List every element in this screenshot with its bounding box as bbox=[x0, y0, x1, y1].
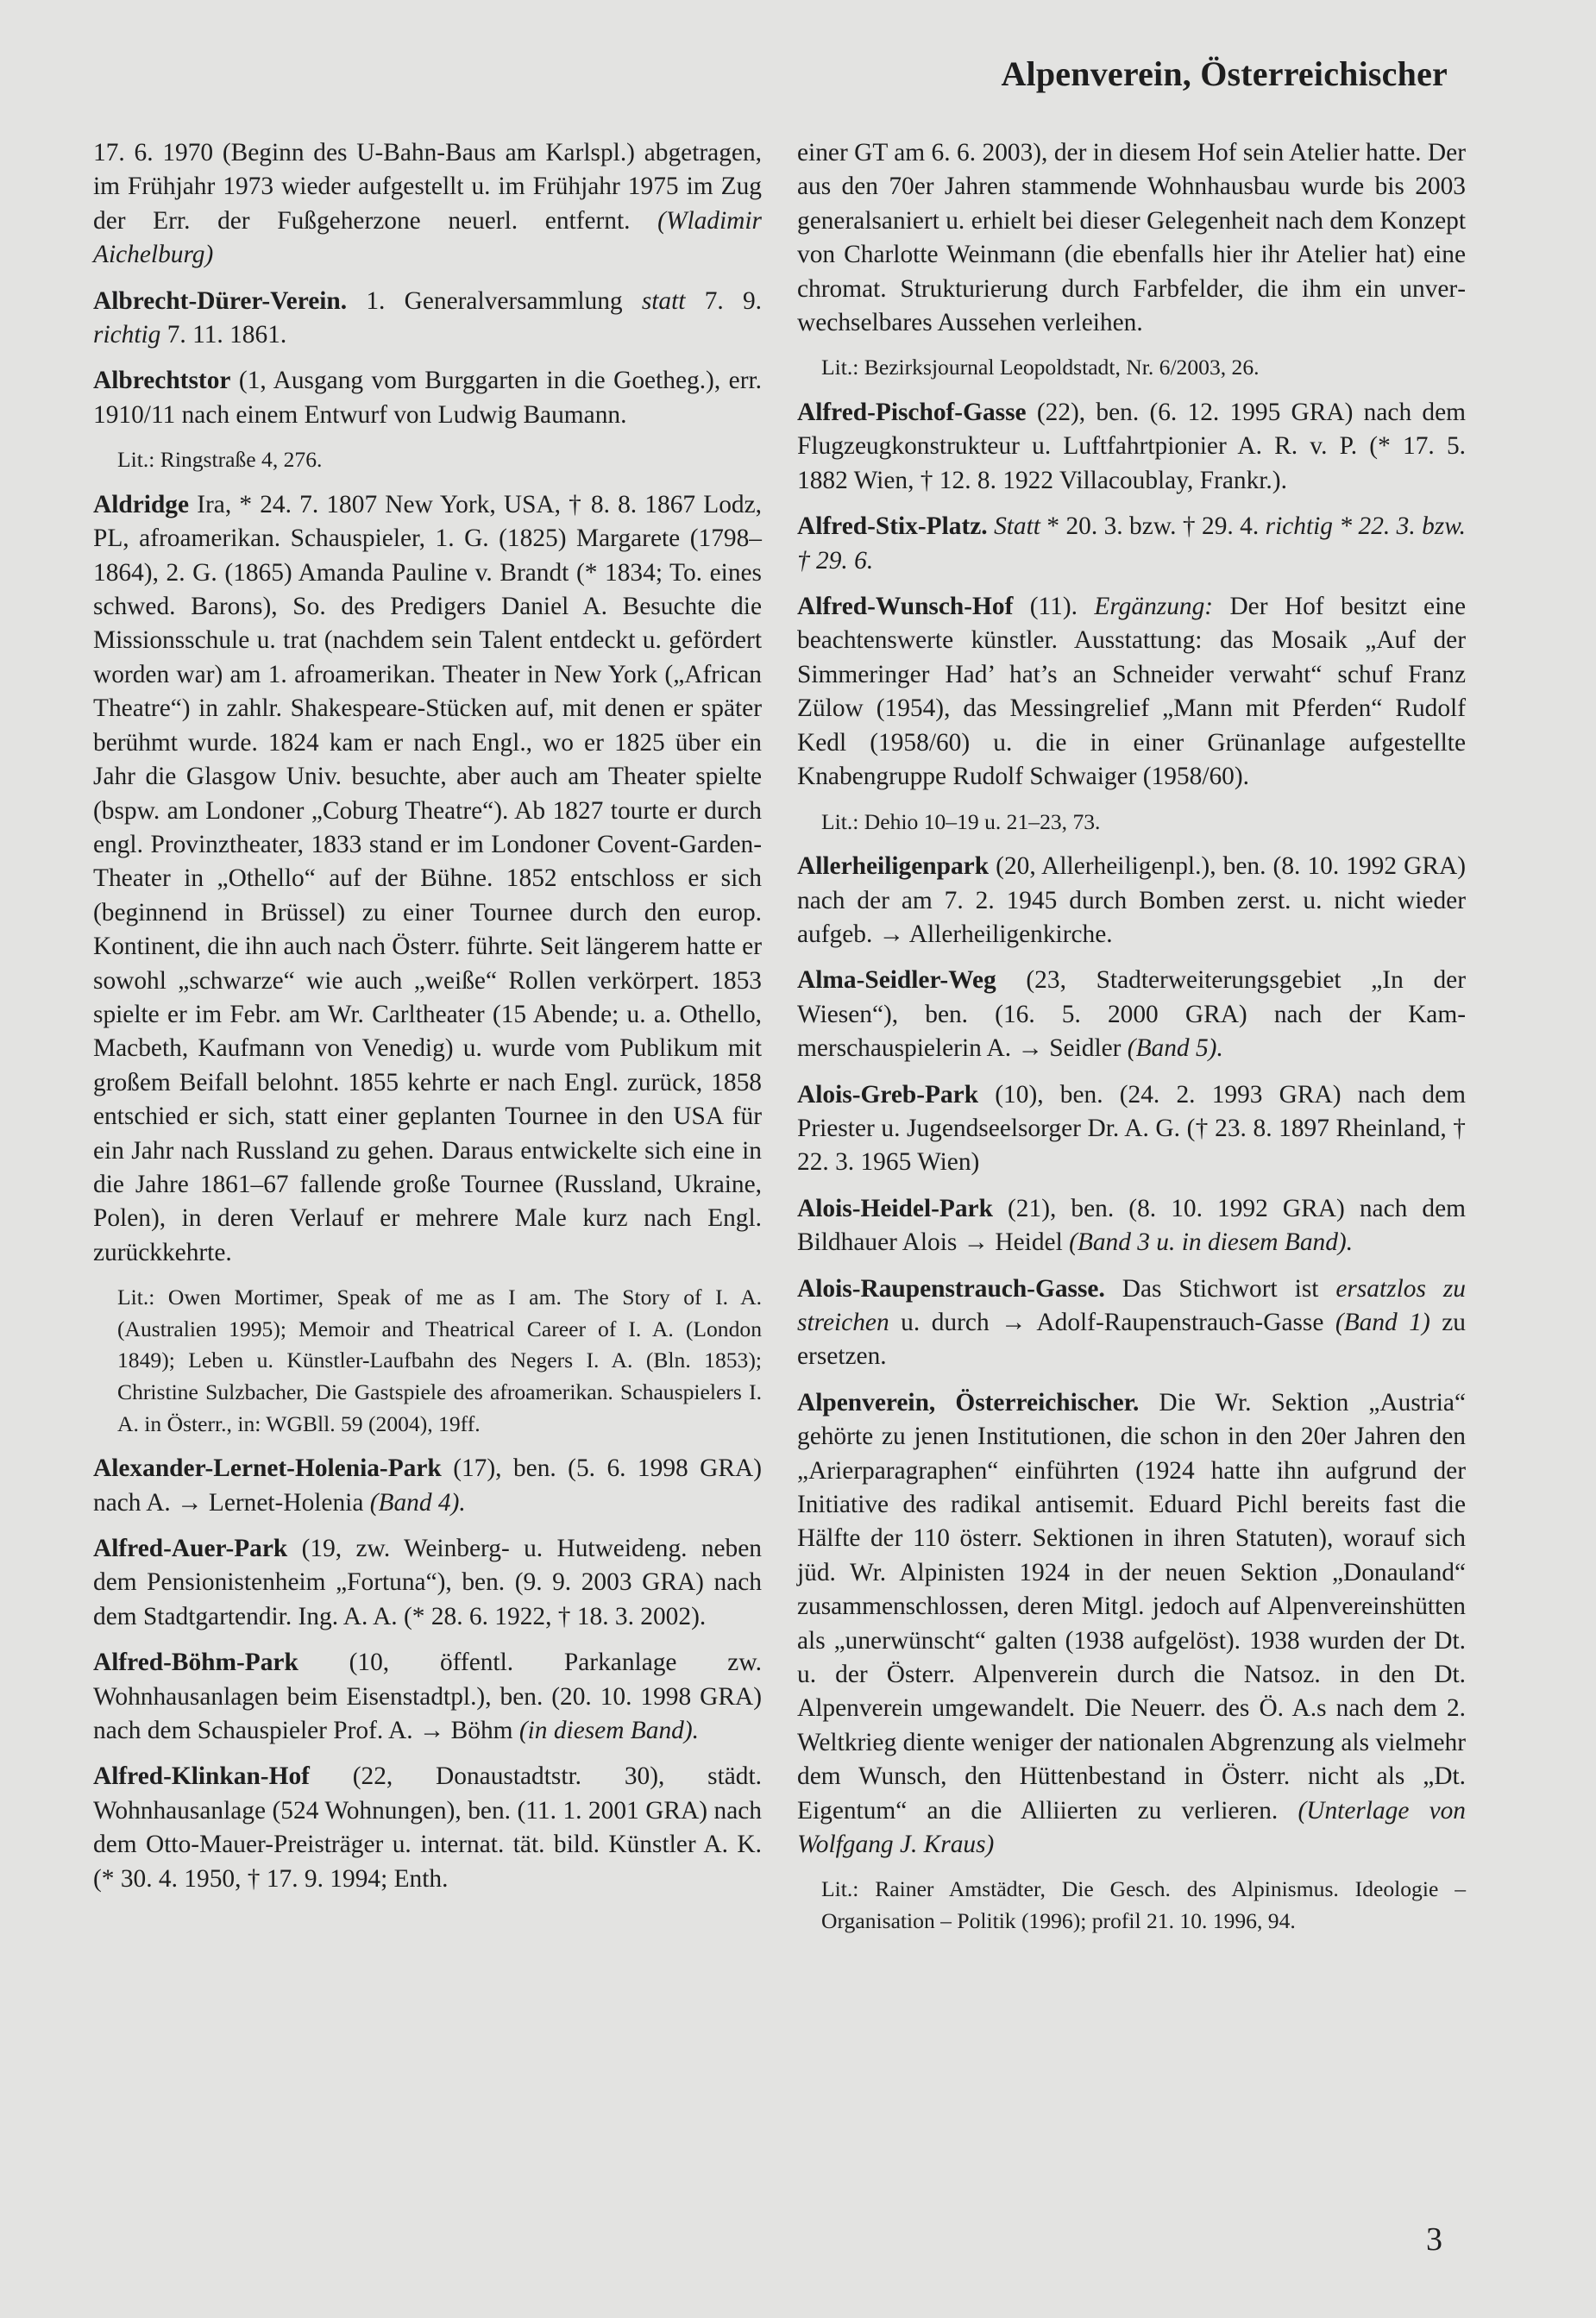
literature-note bbox=[93, 444, 762, 476]
italic-text: (in diesem Band). bbox=[518, 1717, 699, 1744]
entry-paragraph bbox=[93, 364, 762, 432]
entry-keyword: Aldridge bbox=[93, 490, 190, 518]
entry-paragraph bbox=[797, 850, 1466, 952]
entry-text: (10, öffentl. Parkanlage zw. Wohnhausanlagen beim Eisenstadtpl.), ben. (20. 10. 1998 GRA) nach dem Schauspieler Prof. A. → Böhm bbox=[93, 1649, 762, 1744]
italic-text: (Wladimir Aichelburg) bbox=[93, 206, 762, 269]
entry-paragraph bbox=[797, 1078, 1466, 1180]
entry-text: Die Wr. Sektion „Austria“ gehörte zu jenen Institutionen, die schon in den 20er Jahren den „Arierparagraphen“ einführten (1924 hatte ihn aufgrund der Initiative des radikal antisemit. Eduard Pichl bereits fast die Hälfte der 110 österr. Sektionen in ihren Statuten), worauf sich jüd. Wr. Alpinisten 1924 in der neuen Sektion „Donauland“ zusammenschlossen, deren Mitgl. jedoch auf Alpenvereinshütten als „unerwünscht“ galten (1938 aufgelöst). 1938 wurden der Dt. u. der Österr. Alpenverein durch die Natsoz. in den Dt. Alpenverein umgewandelt. Die Neuerr. des Ö. A.s nach dem 2. Weltkrieg diente weniger der nationalen Abgrenzung als vielmehr dem Wunsch, den Hüttenbestand in Österr. nicht als „Dt. Eigentum“ an die Alliierten zu verlieren. bbox=[797, 1388, 1466, 1825]
italic-text: statt bbox=[641, 286, 686, 315]
running-head: Alpenverein, Österreichischer bbox=[1001, 54, 1448, 93]
entry-paragraph bbox=[797, 136, 1466, 340]
literature-note bbox=[797, 1874, 1466, 1937]
entry-text: Ira, * 24. 7. 1807 New York, USA, † 8. 8. 1867 Lodz, PL, afroamerikan. Schauspieler, 1. G. (1825) Margarete (1798–1864), 2. G. (1865) Amanda Pauline v. Brandt (* 1834; To. eines schwed. Barons), So. des Predigers Daniel A. Besuchte die Missionsschule u. trat (nachdem sein Talent entdeckt u. gefördert worden war) am 1. afroamerikan. Theater in New York („African Theatre“) in zahlr. Shakespeare-Stücken auf, mit denen er später berühmt wurde. 1824 kam er nach Engl., wo er 1825 über ein Jahr die Glasgow Univ. besuchte, aber auch am Theater spielte (bspw. am Londoner „Coburg Theatre“). Ab 1827 tourte er durch engl. Provinztheater, 1833 stand er im Londoner Covent-Garden-Theater in „Othello“ auf der Bühne. 1852 entschloss er sich (beginnend in Brüssel) zu einer Tournee durch den europ. Kontinent, die ihn auch nach Österr. führte. Seit längerem hatte er sowohl „schwarze“ wie auch „weiße“ Rollen verkörpert. 1853 spielte er im Febr. am Wr. Carltheater (15 Abende; u. a. Othello, Macbeth, Kaufmann von Venedig) u. wurde vom Publikum mit großem Beifall belohnt. 1855 kehrte er nach Engl. zurück, 1858 entschied er sich, statt einer geplanten Tournee in den USA für ein Jahr nach Russland zu gehen. Daraus entwickelte sich eine in die Jahre 1861–67 fallende große Tournee (Russland, Ukraine, Polen), in deren Verlauf er mehrere Male kurz nach Engl. zurückkehrte. bbox=[93, 490, 762, 1266]
entry-keyword: Alfred-Wunsch-Hof bbox=[797, 593, 1014, 621]
entry-paragraph bbox=[93, 488, 762, 1270]
entry-text: (23, Stadterweiterungsgebiet „In der Wiesen“), ben. (16. 5. 2000 GRA) nach der Kammerschauspielerin A. → Seidler bbox=[797, 966, 1466, 1063]
entry-text: Das Stichwort ist bbox=[1104, 1274, 1336, 1303]
entry-paragraph bbox=[797, 1386, 1466, 1863]
entry-text: zu ersetzen. bbox=[797, 1308, 1466, 1371]
entry-text: (10), ben. (24. 2. 1993 GRA) nach dem Priester u. Jugendseelsorger Dr. A. G. († 23. 8. 1897 Rheinland, † 22. 3. 1965 Wien) bbox=[797, 1080, 1466, 1177]
entry-text: Lit.: Ringstraße 4, 276. bbox=[117, 447, 323, 473]
left-column bbox=[93, 136, 762, 1908]
italic-text: (Unterlage von Wolfgang J. Kraus) bbox=[797, 1796, 1467, 1859]
entry-text: Lit.: Dehio 10–19 u. 21–23, 73. bbox=[821, 808, 1101, 834]
entry-text: (17), ben. (5. 6. 1998 GRA) nach A. → Lernet-Holenia bbox=[93, 1454, 762, 1517]
entry-paragraph bbox=[797, 510, 1466, 578]
entry-keyword: Allerheiligenpark bbox=[797, 852, 990, 881]
italic-text: richtig bbox=[93, 321, 161, 349]
italic-text: ersatzlos zu streichen bbox=[797, 1274, 1466, 1336]
entry-paragraph bbox=[797, 964, 1466, 1065]
italic-text: (Band 1) bbox=[1335, 1308, 1430, 1336]
entry-text: 7. 11. 1861. bbox=[160, 321, 287, 349]
entry-text: (22), ben. (6. 12. 1995 GRA) nach dem Flugzeugkonstrukteur u. Luftfahrtpionier A. R. v. P. (* 17. 5. 1882 Wien, † 12. 8. 1922 Villacoublay, Frankr.). bbox=[797, 399, 1466, 494]
entry-paragraph bbox=[93, 1452, 762, 1520]
italic-text: Ergänzung: bbox=[1094, 593, 1214, 621]
literature-note bbox=[797, 807, 1466, 839]
entry-keyword: Alfred-Pischof-Gasse bbox=[797, 399, 1027, 427]
entry-text: Lit.: Bezirksjournal Leopoldstadt, Nr. 6/2003, 26. bbox=[821, 355, 1260, 380]
italic-text: richtig * 22. 3. bzw. † 29. 6. bbox=[797, 512, 1466, 575]
entry-text: (19, zw. Weinberg- u. Hutweideng. neben dem Pensionistenheim „Fortuna“), ben. (9. 9. 2003 GRA) nach dem Stadtgartendir. Ing. A. A. (* 28. 6. 1922, † 18. 3. 2002). bbox=[93, 1534, 762, 1630]
entry-keyword: Alfred-Klinkan-Hof bbox=[93, 1762, 310, 1791]
entry-keyword: Alois-Heidel-Park bbox=[797, 1194, 993, 1222]
entry-paragraph bbox=[93, 1760, 762, 1896]
literature-note bbox=[797, 352, 1466, 384]
entry-paragraph bbox=[797, 1272, 1466, 1374]
entry-text: 17. 6. 1970 (Beginn des U-Bahn-Baus am Karlspl.) abgetragen, im Frühjahr 1973 wieder aufgestellt u. im Frühjahr 1975 im Zug der Err. der Fußgeherzone neuerl. entfernt. bbox=[93, 139, 762, 235]
right-column bbox=[797, 136, 1466, 1950]
entry-paragraph bbox=[93, 1646, 762, 1748]
entry-text: 7. 9. bbox=[685, 286, 762, 315]
italic-text: (Band 5). bbox=[1127, 1034, 1223, 1063]
entry-keyword: Alois-Greb-Park bbox=[797, 1080, 979, 1109]
italic-text: (Band 4). bbox=[369, 1488, 466, 1517]
entry-paragraph bbox=[93, 285, 762, 353]
entry-keyword: Alexander-Lernet-Holenia-Park bbox=[93, 1454, 442, 1483]
entry-paragraph bbox=[797, 590, 1466, 794]
entry-text: (21), ben. (8. 10. 1992 GRA) nach dem Bildhauer Alois → Heidel bbox=[797, 1194, 1466, 1257]
entry-keyword: Alpenverein, Österreichischer. bbox=[797, 1388, 1140, 1417]
entry-keyword: Alma-Seidler-Weg bbox=[797, 966, 996, 995]
entry-text: Lit.: Owen Mortimer, Speak of me as I am. The Story of I. A. (Australien 1995); Memoir and Theatrical Career of I. A. (London 1849); Leben u. Künstler-Laufbahn des Negers I. A. (Bln. 1853); Christine Sulzbacher, Die Gastspiele des afroamerikan. Schauspielers I. A. in Österr., in: WGBll. 59 (2004), 19ff. bbox=[117, 1285, 762, 1436]
page-number: 3 bbox=[1426, 2221, 1442, 2258]
entry-text: (22, Donaustadtstr. 30), städt. Wohnhausanlage (524 Wohnungen), ben. (11. 1. 2001 GRA) nach dem Otto-Mauer-Preisträger u. internat. tät. bild. Künstler A. K. (* 30. 4. 1950, † 17. 9. 1994; Enth. bbox=[93, 1762, 762, 1893]
italic-text: Statt bbox=[994, 512, 1040, 541]
entry-paragraph bbox=[797, 396, 1466, 498]
entry-text: * 20. 3. bzw. † 29. 4. bbox=[1040, 512, 1266, 541]
entry-text: u. durch → Adolf-Raupenstrauch-Gasse bbox=[889, 1308, 1335, 1336]
entry-keyword: Alfred-Stix-Platz. bbox=[797, 512, 988, 541]
literature-note bbox=[93, 1282, 762, 1440]
entry-keyword: Albrechtstor bbox=[93, 367, 231, 395]
entry-text: Lit.: Rainer Amstädter, Die Gesch. des Alpinismus. Ideologie – Organisation – Politik (1996); profil 21. 10. 1996, 94. bbox=[821, 1876, 1466, 1934]
entry-keyword: Alfred-Böhm-Park bbox=[93, 1649, 298, 1677]
entry-text: (11). bbox=[1013, 593, 1095, 621]
entry-paragraph bbox=[93, 136, 762, 273]
entry-keyword: Albrecht-Dürer-Verein. bbox=[93, 286, 348, 315]
entry-text bbox=[988, 512, 994, 540]
entry-text: (1, Ausgang vom Burggarten in die Goetheg.), err. 1910/11 nach einem Entwurf von Ludwig Baumann. bbox=[93, 367, 762, 429]
entry-text: Der Hof besitzt eine beachtenswerte künstler. Ausstattung: das Mosaik „Auf der Simmeringer Had’ hat’s an Schneider verwaht“ schuf Franz Zülow (1954), das Messingrelief „Mann mit Pferden“ Rudolf Kedl (1958/60) u. die in einer Grünanlage aufgestellte Knabengruppe Rudolf Schwaiger (1958/60). bbox=[797, 593, 1467, 791]
entry-paragraph bbox=[93, 1532, 762, 1634]
entry-text: (20, Allerheiligenpl.), ben. (8. 10. 1992 GRA) nach der am 7. 2. 1945 durch Bomben zerst. u. nicht wieder aufgeb. → Allerheiligenkirche. bbox=[797, 852, 1466, 948]
entry-keyword: Alfred-Auer-Park bbox=[93, 1534, 288, 1562]
entry-keyword: Alois-Raupenstrauch-Gasse. bbox=[797, 1274, 1105, 1303]
entry-text: 1. Generalversammlung bbox=[347, 286, 642, 315]
entry-paragraph bbox=[797, 1192, 1466, 1260]
italic-text: (Band 3 u. in diesem Band). bbox=[1069, 1228, 1354, 1257]
entry-text: einer GT am 6. 6. 2003), der in diesem Hof sein Atelier hatte. Der aus den 70er Jahren stammende Wohnhausbau wurde bis 2003 generalsaniert u. erhielt bei dieser Gelegenheit nach dem Konzept von Charlotte Weinmann (die ebenfalls hier ihr Atelier hat) eine chromat. Strukturierung durch Farbfelder, die ihm ein unverwechselbares Aussehen verleihen. bbox=[797, 139, 1466, 337]
